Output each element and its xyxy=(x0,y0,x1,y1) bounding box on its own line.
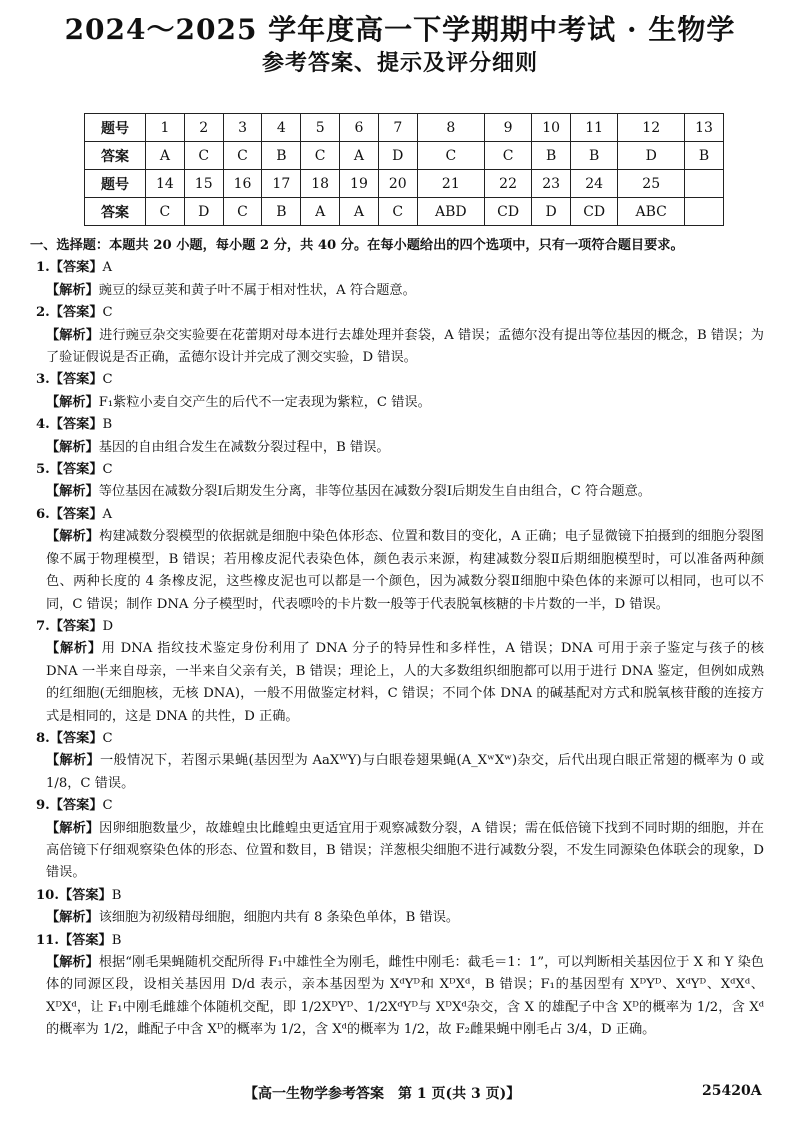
answer-line xyxy=(36,616,764,638)
answer-table-row xyxy=(85,142,724,170)
explanation-label: 【解析】 xyxy=(46,439,99,455)
answer-table-cell: 2 xyxy=(184,114,223,142)
answer-line xyxy=(36,728,764,750)
answer-label: 11.【答案】 xyxy=(36,932,112,948)
answer-table-cell: 10 xyxy=(532,114,571,142)
answer-table-cell: D xyxy=(378,142,417,170)
answer-table-cell: A xyxy=(146,142,185,170)
document-body xyxy=(30,235,765,1042)
answer-value: C xyxy=(102,462,113,478)
page-title: 2024～2025 学年度高一下学期期中考试 · 生物学 xyxy=(64,13,736,46)
explanation xyxy=(36,325,764,370)
answer-table-cell: 22 xyxy=(484,170,531,198)
answer-value: A xyxy=(102,506,113,522)
answer-value: C xyxy=(102,372,113,388)
answer-table-cell: 4 xyxy=(262,114,301,142)
answer-table-cell: CD xyxy=(571,198,618,226)
answer-table-cell: 13 xyxy=(685,114,724,142)
answer-table-cell: A xyxy=(301,198,340,226)
answer-line xyxy=(36,930,764,952)
answer-table-cell: D xyxy=(618,142,685,170)
explanation-text: 构建减数分裂模型的依据就是细胞中染色体形态、位置和数目的变化，A 正确；电子显微镜下拍摄到的细胞分裂图像不属于物理模型，B 错误；若用橡皮泥代表染色体，颜色表示来源，构建减数分裂Ⅱ后期细胞模型时，可以准备两种颜色、两种长度的 4 条橡皮泥，这些橡皮泥也可以都是一个颜色，因为减数分裂Ⅱ细胞中染色体的来源可以相同，也可以不同，C 错误；制作 DNA 分子模型时，代表嘌呤的卡片数一般等于代表脱氧核糖的卡片数的一半，D 错误。 xyxy=(46,529,764,612)
answer-table-cell: C xyxy=(378,198,417,226)
answer-table-cell: C xyxy=(146,198,185,226)
answer-table-cell: 16 xyxy=(223,170,262,198)
explanation xyxy=(36,392,764,414)
answer-value: B xyxy=(111,887,122,903)
answer-value: B xyxy=(102,417,113,433)
answer-table-cell: 15 xyxy=(184,170,223,198)
explanation-text: 根据“刚毛果蝇随机交配所得 F₁中雄性全为刚毛，雌性中刚毛：截毛＝1：1”，可以判断相关基因位于 X 和 Y 染色体的同源区段，设相关基因用 D/d 表示，亲本基因型为 XᵈYᴰ和 XᴰXᵈ，B 错误；F₁的基因型有 XᴰYᴰ、XᵈYᴰ、XᵈXᵈ、XᴰXᵈ，让 F₁中刚毛雌雄个体随机交配，即 1/2XᴰYᴰ、1/2XᵈYᴰ与 XᴰXᵈ杂交，含 X 的雄配子中含 Xᴰ的概率为 1/2，含 Xᵈ的概率为 1/2，雌配子中含 Xᴰ的概率为 1/2，含 Xᵈ的概率为 1/2，故 F₂雌果蝇中刚毛占 3/4，D 正确。 xyxy=(46,955,764,1038)
explanation xyxy=(36,526,764,616)
answer-value: B xyxy=(111,932,122,948)
answer-table-row-label: 题号 xyxy=(85,170,146,198)
answer-label: 9.【答案】 xyxy=(36,798,103,814)
answer-line xyxy=(36,414,764,436)
answer-table-cell: C xyxy=(301,142,340,170)
answer-value: C xyxy=(102,730,113,746)
explanation-label: 【解析】 xyxy=(46,641,102,657)
explanation xyxy=(36,907,764,929)
answer-line xyxy=(36,459,764,481)
answer-table-cell: ABD xyxy=(417,198,484,226)
answer-table-cell: ABC xyxy=(618,198,685,226)
answer-table-cell: 9 xyxy=(484,114,531,142)
explanation-text: F₁紫粒小麦自交产生的后代不一定表现为紫粒，C 错误。 xyxy=(98,394,431,410)
answer-label: 3.【答案】 xyxy=(36,372,103,388)
answer-label: 2.【答案】 xyxy=(36,305,103,321)
answer-table-cell: A xyxy=(340,142,379,170)
answer-label: 6.【答案】 xyxy=(36,506,103,522)
answer-table-cell: B xyxy=(262,142,301,170)
answer-table-cell: 19 xyxy=(340,170,379,198)
answer-value: C xyxy=(102,305,113,321)
answer-label: 10.【答案】 xyxy=(36,887,112,903)
explanation-label: 【解析】 xyxy=(46,529,100,545)
answer-table-cell: C xyxy=(184,142,223,170)
answer-label: 8.【答案】 xyxy=(36,730,103,746)
answer-line xyxy=(36,369,764,391)
answer-table-cell: 11 xyxy=(571,114,618,142)
explanation xyxy=(36,638,764,728)
answer-label: 4.【答案】 xyxy=(36,417,103,433)
explanation-text: 基因的自由组合发生在减数分裂过程中，B 错误。 xyxy=(98,439,390,455)
answer-table-cell xyxy=(685,198,724,226)
answer-line xyxy=(36,795,764,817)
answer-table-cell: 24 xyxy=(571,170,618,198)
explanation-label: 【解析】 xyxy=(46,282,99,298)
explanation-label: 【解析】 xyxy=(46,955,99,970)
answer-line xyxy=(36,885,764,907)
explanation xyxy=(36,750,764,795)
explanation-text: 用 DNA 指纹技术鉴定身份利用了 DNA 分子的特异性和多样性，A 错误；DNA 可用于亲子鉴定与孩子的核 DNA 一半来自母亲，一半来自父亲有关，B 错误；理论上，人的大多数组织细胞都可以用于进行 DNA 鉴定，但例如成熟的红细胞(无细胞核，无核 DNA)，一般不用做鉴定材料，C 错误；不同个体 DNA 的碱基配对方式和脱氧核苷酸的连接方式是相同的，这是 DNA 的共性，D 正确。 xyxy=(46,641,764,724)
explanation-label: 【解析】 xyxy=(46,753,101,769)
explanation-text: 一般情况下，若图示果蝇(基因型为 AaXᵂY)与白眼卷翅果蝇(A_XʷXʷ)杂交，后代出现白眼正常翅的概率为 0 或 1/8，C 错误。 xyxy=(46,753,765,791)
answer-table-cell: B xyxy=(532,142,571,170)
answer-value: C xyxy=(102,798,113,814)
explanation xyxy=(36,280,764,302)
explanation-text: 因卵细胞数量少，故雄蝗虫比雌蝗虫更适宜用于观察减数分裂，A 错误；需在低倍镜下找到不同时期的细胞，并在高倍镜下仔细观察染色体的形态、位置和数目，B 错误；洋葱根尖细胞不进行减数分裂，不发生同源染色体联会的现象，D 错误。 xyxy=(46,820,764,881)
answer-table-row-label: 答案 xyxy=(85,198,146,226)
answer-table xyxy=(84,113,724,226)
explanation-text: 该细胞为初级精母细胞，细胞内共有 8 条染色单体，B 错误。 xyxy=(98,910,460,926)
answer-table-row xyxy=(85,114,724,142)
answer-table-cell: 17 xyxy=(262,170,301,198)
answer-table-cell: 25 xyxy=(618,170,685,198)
answer-label: 5.【答案】 xyxy=(36,462,103,478)
explanation xyxy=(36,481,764,503)
answer-table-cell: 12 xyxy=(618,114,685,142)
answer-table-cell: CD xyxy=(484,198,531,226)
answer-table-row-label: 答案 xyxy=(85,142,146,170)
answer-line xyxy=(36,302,764,324)
footer-code: 25420A xyxy=(702,1083,762,1099)
answer-table-cell: B xyxy=(262,198,301,226)
answer-table-cell: 20 xyxy=(378,170,417,198)
explanation xyxy=(36,952,764,1042)
answer-table-row-label: 题号 xyxy=(85,114,146,142)
answer-table-cell: C xyxy=(417,142,484,170)
explanation-label: 【解析】 xyxy=(46,820,100,836)
answer-table-cell: 6 xyxy=(340,114,379,142)
answer-table-cell xyxy=(685,170,724,198)
answer-table-cell: 8 xyxy=(417,114,484,142)
answer-value: A xyxy=(102,260,113,276)
explanation-label: 【解析】 xyxy=(46,910,99,926)
answer-list xyxy=(36,257,764,1041)
explanation-label: 【解析】 xyxy=(46,484,99,500)
explanation xyxy=(36,818,764,885)
answer-line xyxy=(36,504,764,526)
answer-table-cell: D xyxy=(184,198,223,226)
explanation xyxy=(36,437,764,459)
answer-table-cell: 3 xyxy=(223,114,262,142)
explanation-text: 豌豆的绿豆荚和黄子叶不属于相对性状，A 符合题意。 xyxy=(98,282,416,298)
answer-table-cell: 7 xyxy=(378,114,417,142)
explanation-label: 【解析】 xyxy=(46,394,99,410)
answer-table-cell: 21 xyxy=(417,170,484,198)
page-subtitle: 参考答案、提示及评分细则 xyxy=(261,50,538,76)
answer-table-cell: B xyxy=(571,142,618,170)
answer-table-cell: 1 xyxy=(146,114,185,142)
answer-value: D xyxy=(102,618,114,634)
answer-table-cell: 18 xyxy=(301,170,340,198)
explanation-label: 【解析】 xyxy=(46,327,100,343)
answer-table-cell: C xyxy=(484,142,531,170)
footer-page-info: 【高一生物学参考答案 第 1 页(共 3 页)】 xyxy=(244,1086,521,1102)
section-heading: 一、选择题：本题共 20 小题，每小题 2 分，共 40 分。在每小题给出的四个选项中，只有一项符合题目要求。 xyxy=(30,238,684,253)
answer-table-cell: A xyxy=(340,198,379,226)
answer-table-row xyxy=(85,170,724,198)
answer-table-row xyxy=(85,198,724,226)
explanation-text: 进行豌豆杂交实验要在花蕾期对母本进行去雄处理并套袋，A 错误；孟德尔没有提出等位基因的概念，B 错误；为了验证假说是否正确，孟德尔设计并完成了测交实验，D 错误。 xyxy=(46,327,764,366)
answer-label: 7.【答案】 xyxy=(36,618,103,634)
answer-table-cell: 5 xyxy=(301,114,340,142)
answer-table-cell: 14 xyxy=(146,170,185,198)
answer-table-cell: 23 xyxy=(532,170,571,198)
answer-line xyxy=(36,257,764,279)
answer-table-cell: C xyxy=(223,142,262,170)
answer-table-cell: C xyxy=(223,198,262,226)
explanation-text: 等位基因在减数分裂Ⅰ后期发生分离，非等位基因在减数分裂Ⅰ后期发生自由组合，C 符合题意。 xyxy=(98,484,651,500)
answer-label: 1.【答案】 xyxy=(36,260,103,276)
answer-table-cell: D xyxy=(532,198,571,226)
answer-table-cell: B xyxy=(685,142,724,170)
